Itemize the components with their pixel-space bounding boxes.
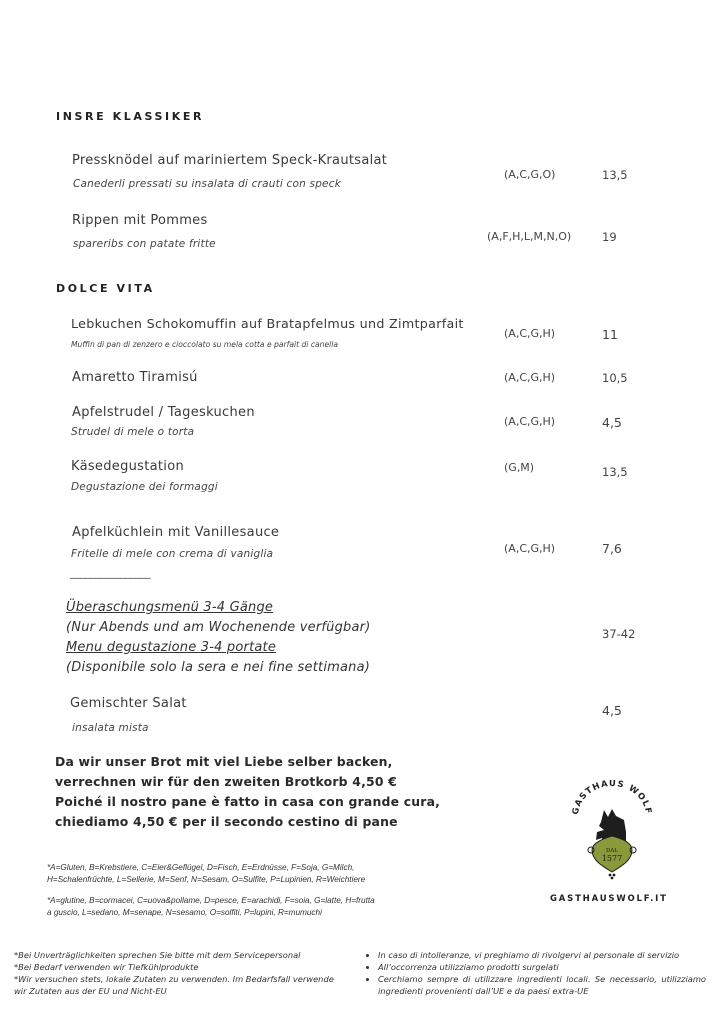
surprise-menu-price: 37-42 [602,627,636,641]
allergen-legend-it [47,895,375,919]
allergen-legend-line: *A=glutine, B=cormacei, C=uova&pollame, D=pesce, E=arachidi, F=soia, G=latte, H=frutta [47,896,375,905]
wolf-crest-icon [566,780,658,880]
bread-note-line: verrechnen wir für den zweiten Brotkorb 4,50 € [55,774,397,789]
bread-note-line: Da wir unser Brot mit viel Liebe selber backen, [55,754,393,769]
dish-allergens: (A,C,G,O) [504,168,556,181]
footer-notes-de [14,949,334,997]
footer-note: wir Zutaten aus der EU und Nicht-EU [14,986,167,996]
dish-subtitle: Canederli pressati su insalata di crauti con speck [73,178,341,190]
dish-subtitle: Fritelle di mele con crema di vaniglia [71,548,274,560]
footer-note: *Bei Bedarf verwenden wir Tiefkühlprodukte [14,962,199,972]
dish-subtitle: Strudel di mele o torta [71,426,195,438]
surprise-menu-note-de: (Nur Abends und am Wochenende verfügbar) [66,620,371,635]
dish-price: 11 [602,327,618,342]
footer-note: *Wir versuchen stets, lokale Zutaten zu verwenden. Im Bedarfsfall verwende [14,974,334,984]
bread-note-line: chiediamo 4,50 € per il secondo cestino di pane [55,814,398,829]
dish-allergens: (A,C,G,H) [504,371,556,384]
dish-allergens: (A,C,G,H) [504,542,556,555]
footer-notes-it [366,949,706,997]
dish-price: 13,5 [602,465,628,479]
footer-note: • In caso di intolleranze, vi preghiamo di rivolgervi al personale di servizio [378,949,706,961]
dish-name: Lebkuchen Schokomuffin auf Bratapfelmus und Zimtparfait [71,316,464,331]
footer-note: • All’occorrenza utilizziamo prodotti surgelati [378,961,706,973]
dish-price: 4,5 [602,415,622,430]
dish-subtitle: Degustazione dei formaggi [71,481,218,493]
dish-price: 19 [602,230,617,244]
dish-allergens: (A,C,G,H) [504,327,556,340]
surprise-menu-title-it: Menu degustazione 3-4 portate [66,640,277,655]
bread-note [55,752,440,832]
dish-name: Apfelküchlein mit Vanillesauce [72,525,280,540]
dish-subtitle: spareribs con patate fritte [73,238,216,250]
dish-name: Käsedegustation [71,459,185,474]
dish-allergens: (A,C,G,H) [504,415,556,428]
divider-line: ________________ [70,566,150,579]
gasthaus-wolf-logo [566,780,658,880]
logo-arc-text: GASTHAUS WOLF [570,780,654,816]
svg-text:DAL: DAL [605,848,619,854]
surprise-menu-title-de: Überaschungsmenü 3-4 Gänge [66,600,274,615]
dish-name: Amaretto Tiramisú [72,370,198,385]
dish-price: 7,6 [602,541,622,556]
allergen-legend-line: a guscio, L=sedano, M=senape, N=sesamo, O=solfiti, P=lupini, R=mumuchi [47,908,322,917]
website-link[interactable]: GASTHAUSWOLF.IT [550,894,668,904]
dish-allergens: (A,F,H,L,M,N,O) [487,230,572,243]
dish-name: Gemischter Salat [70,696,187,711]
section-title-klassiker: INSRE KLASSIKER [56,110,205,123]
dish-name: Apfelstrudel / Tageskuchen [72,405,255,420]
section-title-dolce-vita: DOLCE VITA [56,282,155,295]
surprise-menu-note-it: (Disponibile solo la sera e nei fine settimana) [66,660,371,675]
dish-subtitle: Muffin di pan di zenzero e cioccolato su mela cotta e parfait di canella [71,340,339,349]
footer-note: • Cerchiamo sempre di utilizzare ingredienti locali. Se necessario, utilizziamo ingredienti provenienti dall’UE e da paesi extra-UE [378,973,706,997]
dish-price: 4,5 [602,703,622,718]
dish-subtitle: insalata mista [72,722,149,734]
bread-note-line: Poiché il nostro pane è fatto in casa con grande cura, [55,794,441,809]
dish-price: 10,5 [602,371,628,385]
allergen-legend-line: *A=Gluten, B=Krebstiere, C=Eier&Geflügel, D=Fisch, E=Erdnüsse, F=Soja, G=Milch, [47,863,355,872]
footer-note: *Bei Unverträglichkeiten sprechen Sie bitte mit dem Servicepersonal [14,950,301,960]
dish-price: 13,5 [602,168,628,182]
allergen-legend-line: H=Schalenfrüchte, L=Sellerie, M=Senf, N=Sesam, O=Sulfite, P=Lupinien, R=Weichtiere [47,875,366,884]
svg-text:1577: 1577 [601,854,623,863]
allergen-legend-de [47,862,365,886]
dish-name: Rippen mit Pommes [72,213,208,228]
dish-name: Pressknödel auf mariniertem Speck-Krautsalat [72,153,388,168]
dish-allergens: (G,M) [504,461,535,474]
